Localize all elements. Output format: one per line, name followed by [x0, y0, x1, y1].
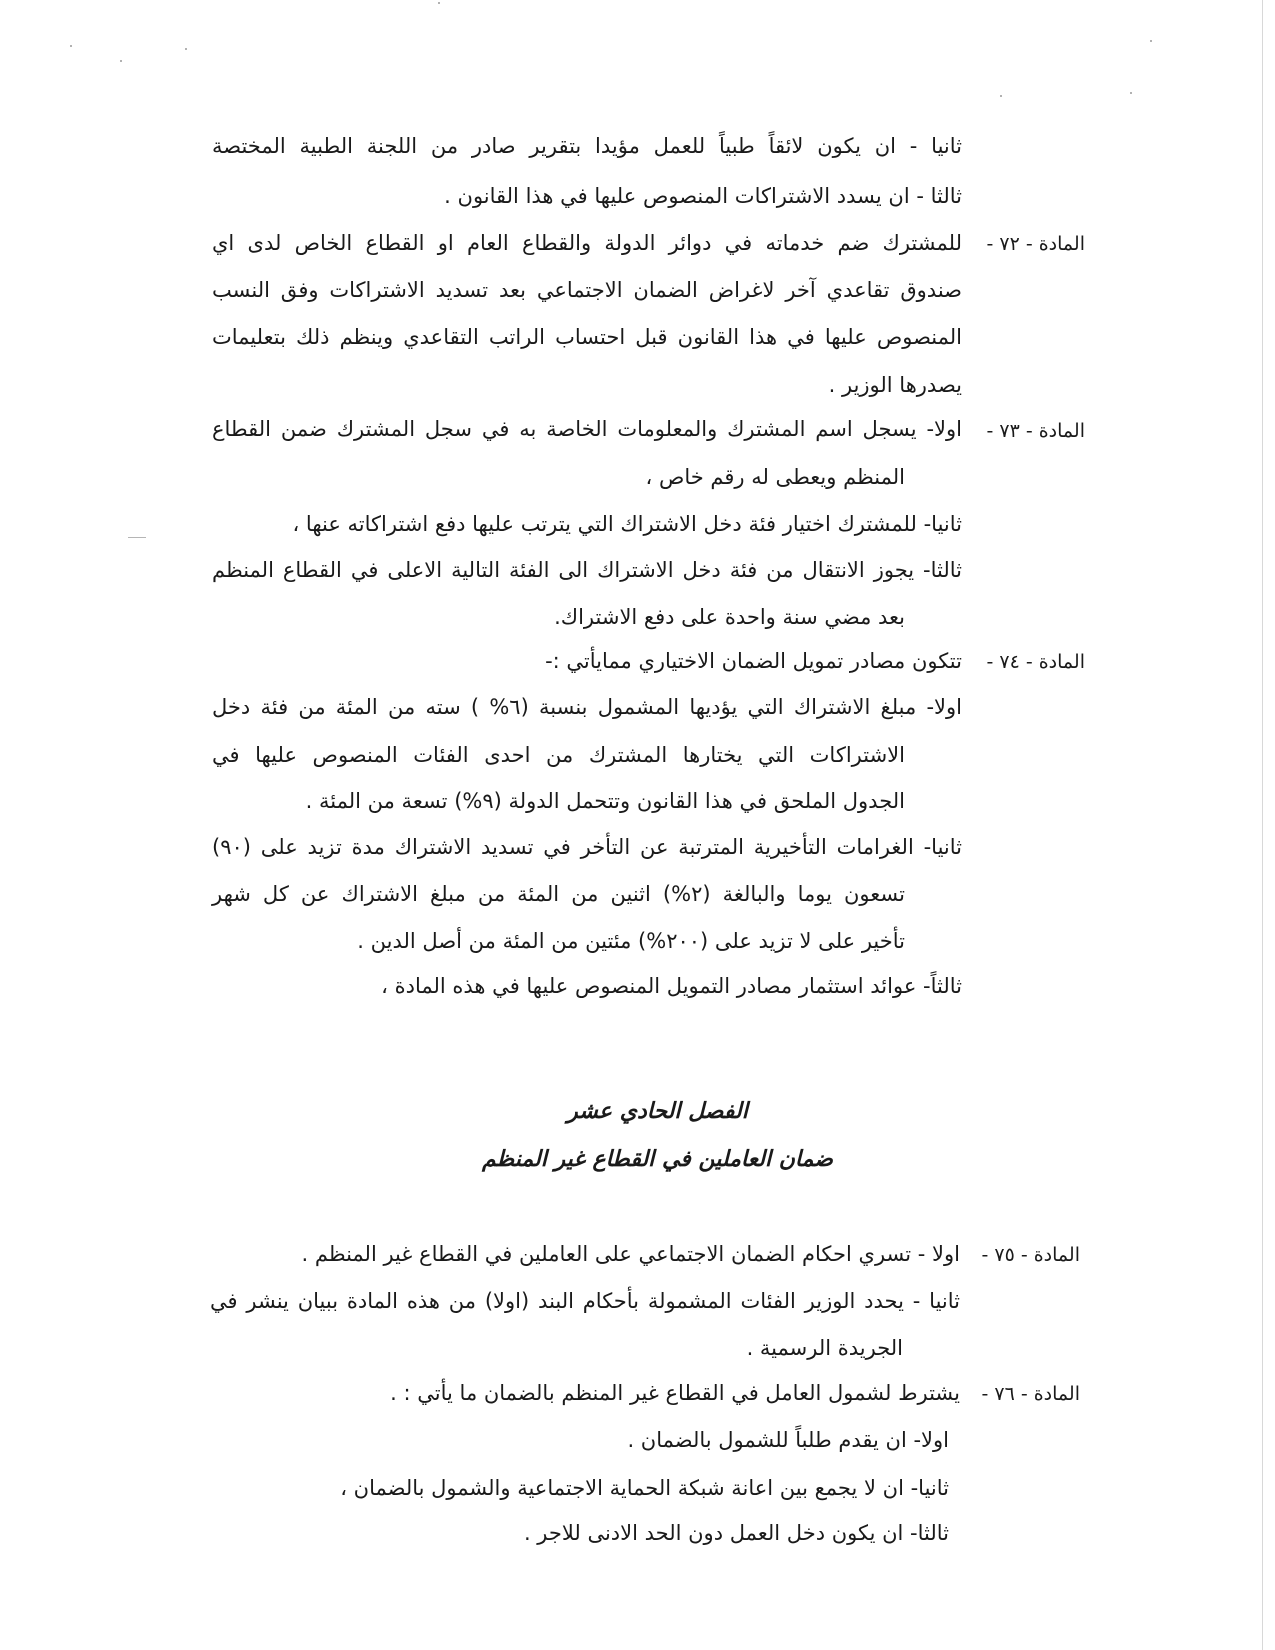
- text-line: للمشترك ضم خدماته في دوائر الدولة والقطاع العام او القطاع الخاص لدى اي: [212, 231, 962, 255]
- text-line: ثانيا- ان لا يجمع بين اعانة شبكة الحماية الاجتماعية والشمول بالضمان ،: [340, 1476, 949, 1500]
- text-line: صندوق تقاعدي آخر لاغراض الضمان الاجتماعي بعد تسديد الاشتراكات وفق النسب: [212, 278, 962, 302]
- text-line: الجدول الملحق في هذا القانون وتتحمل الدولة (٩%) تسعة من المئة .: [305, 789, 905, 813]
- scan-speck: [438, 2, 440, 4]
- text-line: اولا - تسري احكام الضمان الاجتماعي على العاملين في القطاع غير المنظم .: [301, 1242, 960, 1266]
- text-line: ثالثاً- عوائد استثمار مصادر التمويل المنصوص عليها في هذه المادة ،: [381, 974, 962, 998]
- scan-speck: [1130, 92, 1132, 94]
- text-line: يشترط لشمول العامل في القطاع غير المنظم بالضمان ما يأتي : .: [390, 1381, 960, 1405]
- scan-speck: [70, 45, 72, 47]
- text-line: اولا- مبلغ الاشتراك التي يؤديها المشمول بنسبة (٦% ) سته من المئة من فئة دخل: [212, 695, 963, 719]
- text-line: بعد مضي سنة واحدة على دفع الاشتراك.: [554, 605, 905, 629]
- article-label: المادة - ٧٦ -: [981, 1383, 1080, 1405]
- text-line: ثانيا- للمشترك اختيار فئة دخل الاشتراك التي يترتب عليها دفع اشتراكاته عنها ،: [292, 512, 962, 536]
- text-line: ثالثا - ان يسدد الاشتراكات المنصوص عليها في هذا القانون .: [444, 184, 962, 208]
- scan-speck: [1150, 40, 1152, 42]
- text-line: تأخير على لا تزيد على (٢٠٠%) مئتين من المئة من أصل الدين .: [357, 929, 905, 953]
- text-line: الاشتراكات التي يختارها المشترك من احدى الفئات المنصوص عليها في: [212, 743, 905, 767]
- text-line: المنظم ويعطى له رقم خاص ،: [645, 465, 905, 489]
- text-line: المنصوص عليها في هذا القانون قبل احتساب الراتب التقاعدي وينظم ذلك بتعليمات: [212, 325, 962, 349]
- text-line: يصدرها الوزير .: [828, 373, 962, 397]
- text-line: اولا- يسجل اسم المشترك والمعلومات الخاصة به في سجل المشترك ضمن القطاع: [212, 417, 962, 441]
- text-line: ثالثا- ان يكون دخل العمل دون الحد الادنى للاجر .: [523, 1521, 949, 1545]
- scan-mark: [128, 537, 146, 538]
- chapter-subtitle: ضمان العاملين في القطاع غير المنظم: [482, 1146, 833, 1172]
- text-line: تسعون يوما والبالغة (٢%) اثنين من المئة من مبلغ الاشتراك عن كل شهر: [212, 882, 905, 906]
- scan-speck: [185, 48, 187, 50]
- article-label: المادة - ٧٣ -: [986, 420, 1085, 442]
- text-line: الجريدة الرسمية .: [746, 1336, 903, 1360]
- scan-speck: [120, 60, 122, 62]
- text-line: تتكون مصادر تمويل الضمان الاختياري ممايأتي :-: [545, 649, 962, 673]
- text-line: ثانيا - ان يكون لائقاً طبياً للعمل مؤيدا بتقرير صادر من اللجنة الطبية المختصة: [212, 134, 962, 158]
- text-line: ثالثا- يجوز الانتقال من فئة دخل الاشتراك الى الفئة التالية الاعلى في القطاع المنظم: [212, 558, 962, 582]
- article-label: المادة - ٧٢ -: [986, 233, 1085, 255]
- scan-speck: [1000, 95, 1002, 97]
- text-line: اولا- ان يقدم طلباً للشمول بالضمان .: [627, 1428, 949, 1452]
- text-line: ثانيا - يحدد الوزير الفئات المشمولة بأحكام البند (اولا) من هذه المادة ببيان ينشر في: [210, 1289, 960, 1313]
- article-label: المادة - ٧٥ -: [981, 1244, 1080, 1266]
- article-label: المادة - ٧٤ -: [986, 651, 1085, 673]
- chapter-title: الفصل الحادي عشر: [567, 1098, 748, 1124]
- text-line: ثانيا- الغرامات التأخيرية المترتبة عن التأخر في تسديد الاشتراك مدة تزيد على (٩٠): [212, 835, 962, 859]
- scan-edge-line: [1262, 0, 1263, 1650]
